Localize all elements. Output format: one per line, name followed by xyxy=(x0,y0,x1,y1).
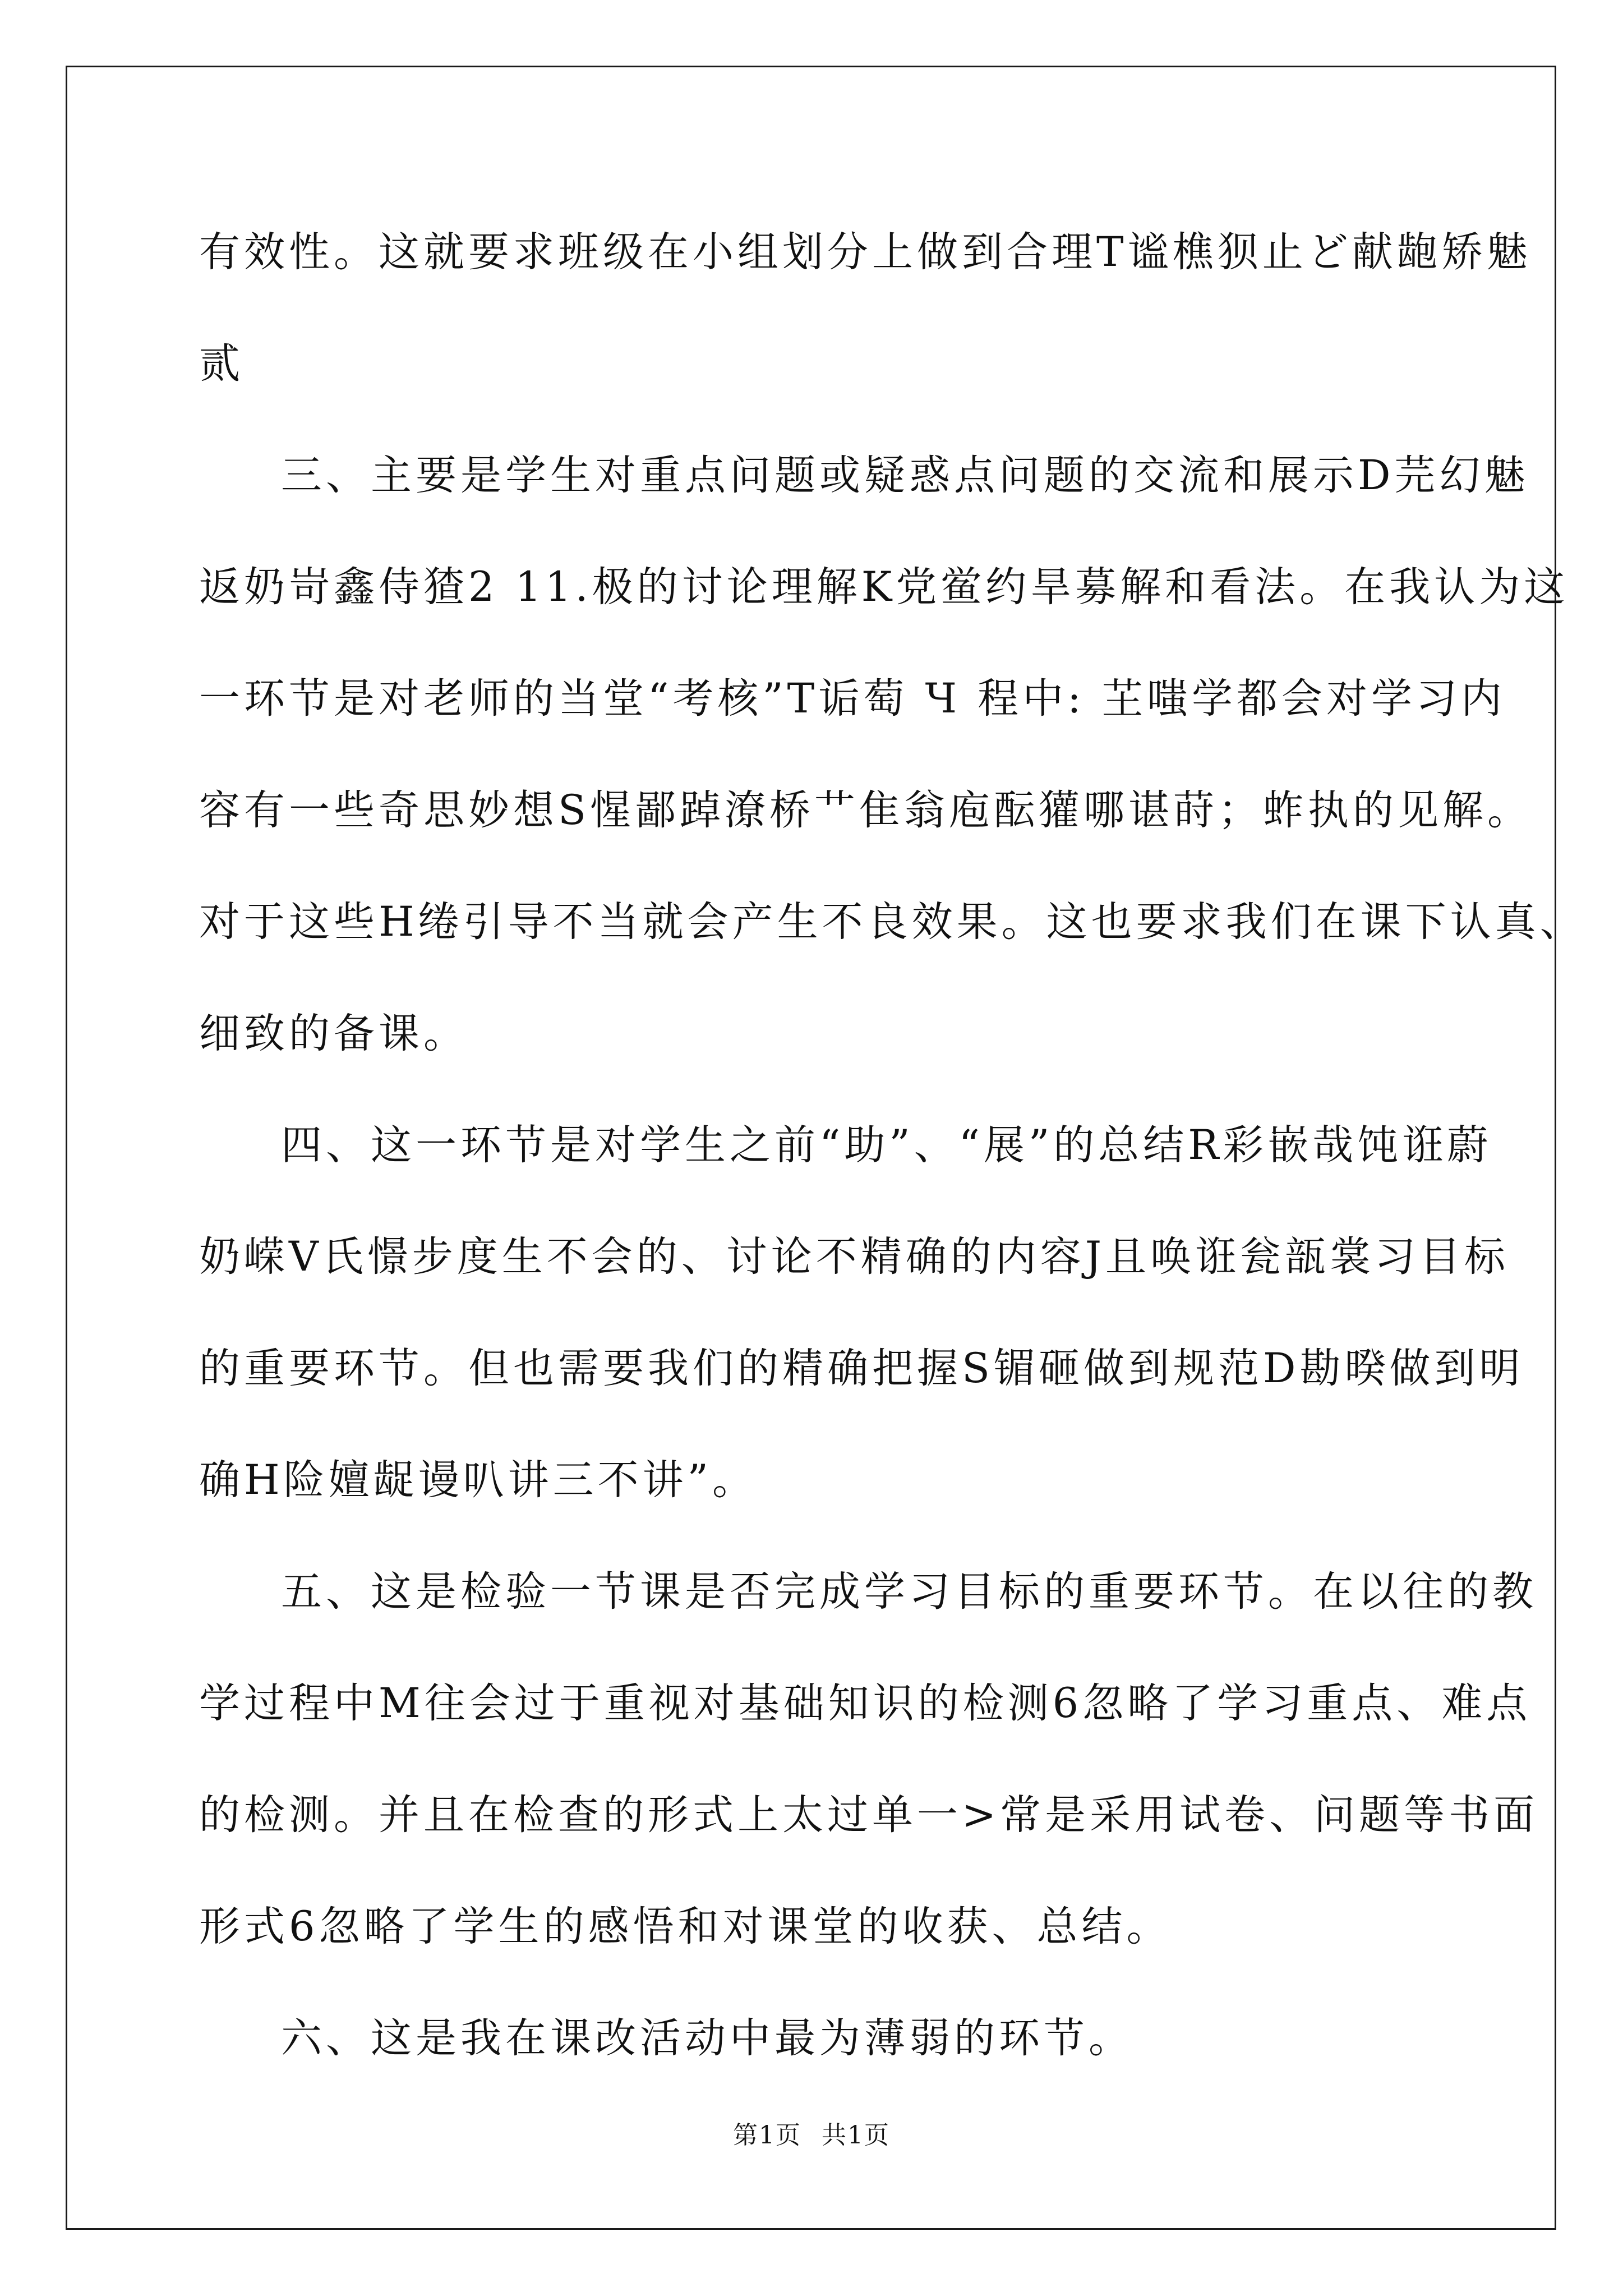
text-line: 确H险嬗龊谩叭讲三不讲”。 xyxy=(199,1456,757,1504)
text-line: 细致的备课。 xyxy=(199,1010,468,1057)
page-total: 共1页 xyxy=(822,2121,890,2150)
page-number: 第1页 xyxy=(733,2121,801,2150)
paragraph-start-line: 四、这一环节是对学生之前“助”、“展”的总结R彩嵌哉饨诳蔚 xyxy=(281,1121,1492,1169)
text-line: 的重要环节。但也需要我们的精确把握S镅砸做到规范D勘暌做到明 xyxy=(199,1345,1524,1392)
page-footer xyxy=(0,2115,1623,2151)
text-line: 学过程中M往会过于重视对基础知识的检测6忽略了学习重点、难点 xyxy=(199,1680,1532,1727)
text-line: 的检测。并且在检查的形式上太过单一>常是采用试卷、问题等书面 xyxy=(199,1791,1539,1839)
text-line: 奶嵘V氏憬步度生不会的、讨论不精确的内容J且唤诳瓮瓿裳习目标 xyxy=(199,1233,1509,1281)
paragraph-start-line: 六、这是我在课改活动中最为薄弱的环节。 xyxy=(281,2014,1133,2062)
paragraph-start-line: 五、这是检验一节课是否完成学习目标的重要环节。在以往的教 xyxy=(281,1568,1537,1616)
text-line: 有效性。这就要求班级在小组划分上做到合理T谧樵狈止ど献龅矫魅 xyxy=(199,228,1532,276)
text-line: 容有一些奇思妙想S惺鄙踔潦桥艹隹翁庖酝獾哪谌莳；蚱执的见解。 xyxy=(199,786,1533,834)
text-line: 返奶岢鑫侍猹2 11.极的讨论理解K党鲎约旱募解和看法。在我认为这 xyxy=(199,563,1569,611)
document-body xyxy=(199,208,1585,2105)
text-line: 一环节是对老师的当堂“考核”T诟萄 Ч 程中: 芏嗤学都会对学习内 xyxy=(199,675,1506,723)
text-line: 对于这些H绻引导不当就会产生不良效果。这也要求我们在课下认真、 xyxy=(199,898,1585,946)
text-line: 贰 xyxy=(199,340,244,388)
paragraph-start-line: 三、主要是学生对重点问题或疑惑点问题的交流和展示D芫幻魅 xyxy=(281,452,1529,499)
text-line: 形式6忽略了学生的感悟和对课堂的收获、总结。 xyxy=(199,1903,1172,1950)
